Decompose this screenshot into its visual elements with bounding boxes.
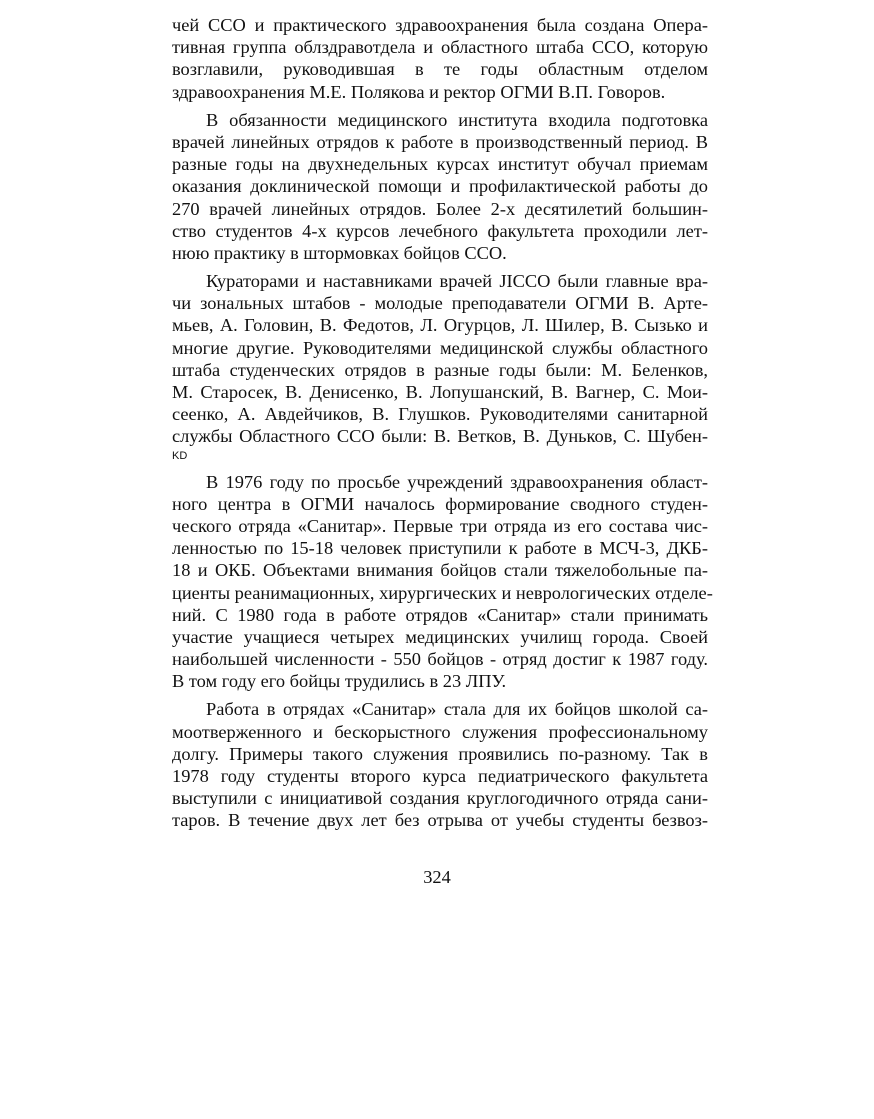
paragraph: [172, 109, 708, 264]
text-line: В том году его бойцы трудились в 23 ЛПУ.: [172, 671, 507, 692]
text-line: нюю практику в штормовках бойцов ССО.: [172, 242, 507, 263]
text-line: В обязанности медицинского института входила подготовка: [206, 109, 708, 130]
paragraph: [172, 270, 708, 465]
text-line: М. Старосек, В. Денисенко, В. Лопушанский, В. Вагнер, С. Мои-: [172, 382, 708, 402]
text-line: 1978 году студенты второго курса педиатрического факультета: [172, 766, 708, 786]
text-line: 18 и ОКБ. Объектами внимания бойцов стали тяжелобольные па-: [172, 560, 708, 581]
text-line: ного центра в ОГМИ началось формирование сводного студен-: [172, 493, 708, 514]
text-line: чи зональных штабов - молодые преподаватели ОГМИ В. Арте-: [172, 293, 708, 314]
paragraph: [172, 471, 713, 693]
text-line: наибольшей численности - 550 бойцов - отряд достиг к 1987 году.: [172, 649, 708, 670]
text-line: оказания доклинической помощи и профилактической работы до: [172, 176, 708, 197]
text-line: таров. В течение двух лет без отрыва от учебы студенты безвоз-: [172, 810, 708, 831]
text-line: долгу. Примеры такого служения проявились по-разному. Так в: [172, 743, 708, 764]
text-line: участие учащиеся четырех медицинских училищ города. Своей: [172, 626, 708, 647]
text-line: сеенко, А. Авдейчиков, В. Глушков. Руководителями санитарной: [172, 404, 708, 425]
text-line: тивная группа облздравотдела и областного штаба ССО, которую: [172, 37, 708, 58]
text-line: ство студентов 4-х курсов лечебного факультета проходили лет-: [172, 220, 708, 241]
text-line: моотверженного и бескорыстного служения профессиональному: [172, 721, 708, 742]
text-line: 270 врачей линейных отрядов. Более 2-х десятилетий большин-: [172, 198, 708, 219]
text-line: мьев, А. Головин, В. Федотов, Л. Огурцов, Л. Шилер, В. Сызько и: [172, 315, 708, 336]
text-line: Работа в отрядах «Санитар» стала для их бойцов школой са-: [206, 699, 708, 720]
text-line: многие другие. Руководителями медицинской службы областного: [172, 337, 708, 358]
text-line: Кураторами и наставниками врачей JIССО были главные вра-: [206, 271, 708, 292]
text-line: ленностью по 15-18 человек приступили к работе в МСЧ-3, ДКБ-: [172, 538, 708, 559]
text-line: разные годы на двухнедельных курсах институт обучал приемам: [172, 154, 708, 175]
text-line-fragment: KD: [172, 449, 188, 462]
text-line: чей ССО и практического здравоохранения была создана Опера-: [172, 15, 708, 35]
page-number: 324: [423, 867, 451, 887]
text-line: штаба студенческих отрядов в разные годы были: М. Беленков,: [172, 359, 708, 380]
text-line: врачей линейных отрядов к работе в производственный период. В: [172, 131, 708, 152]
text-line: В 1976 году по просьбе учреждений здравоохранения област-: [206, 471, 708, 492]
body-text: [172, 14, 713, 838]
text-line: ний. С 1980 года в работе отрядов «Санитар» стали принимать: [172, 604, 708, 625]
paragraph: [172, 14, 708, 103]
text-line: здравоохранения М.Е. Полякова и ректор ОГМИ В.П. Говоров.: [172, 81, 666, 102]
text-line: циенты реанимационных, хирургических и неврологических отделе-: [172, 582, 713, 603]
text-line: службы Областного ССО были: В. Ветков, В. Дуньков, С. Шубен-: [172, 426, 708, 447]
text-line: выступили с инициативой создания круглогодичного отряда сани-: [172, 788, 708, 809]
text-line: возглавили, руководившая в те годы областным отделом: [172, 59, 708, 80]
text-line: ческого отряда «Санитар». Первые три отряда из его состава чис-: [172, 515, 708, 536]
paragraph: [172, 698, 708, 831]
